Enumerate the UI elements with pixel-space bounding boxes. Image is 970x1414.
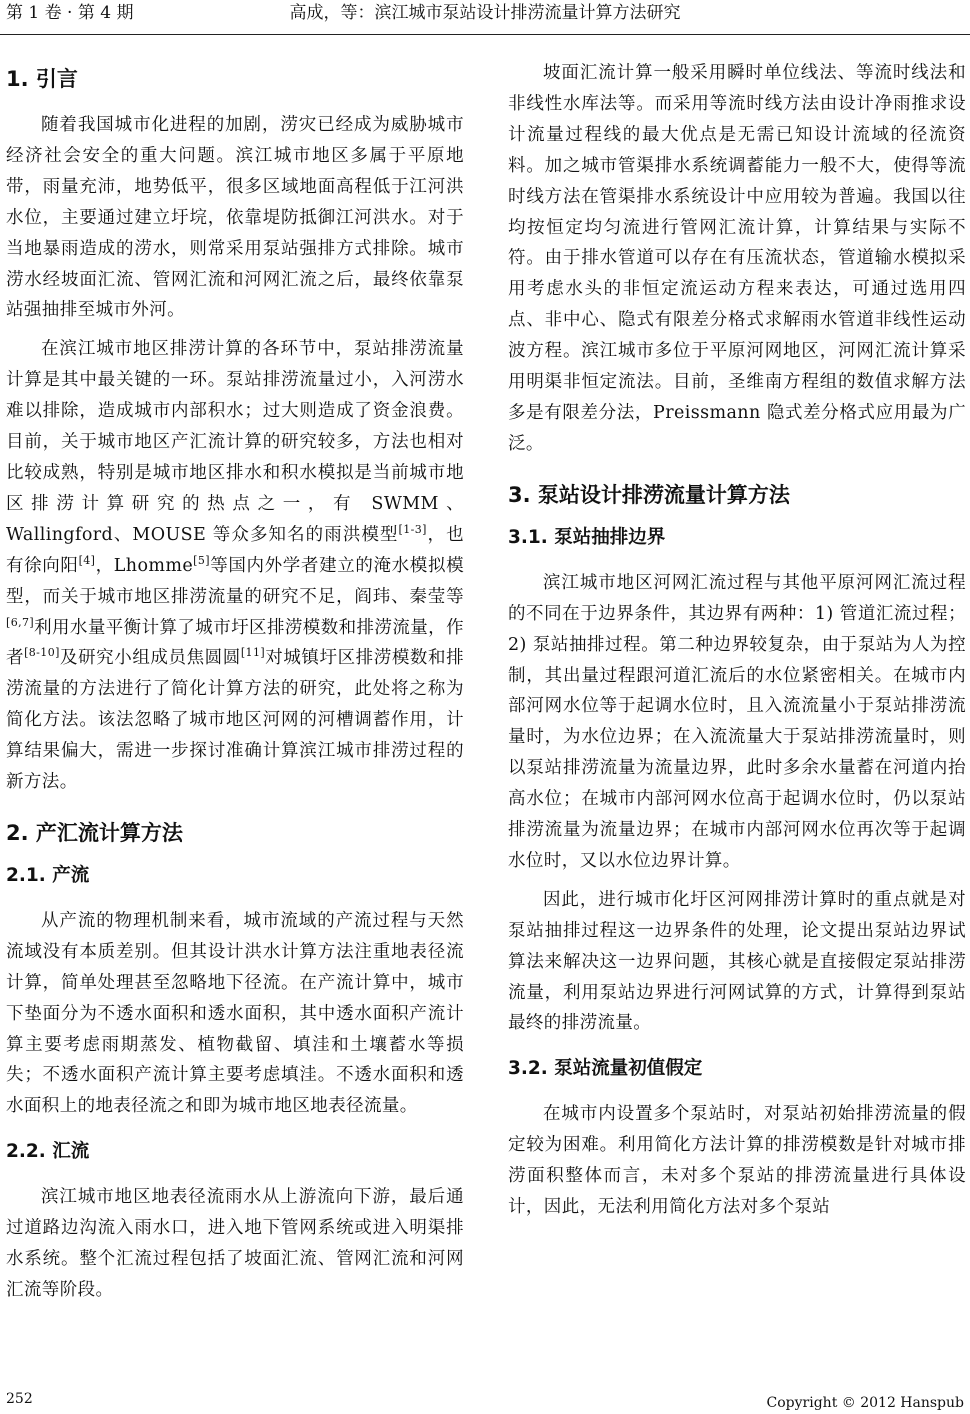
paragraph-text: ，也有徐向阳 [6, 524, 464, 576]
citation-ref[interactable]: [6,7] [6, 615, 35, 629]
paragraph-text: 等国内外学者建立的淹水模拟模型，而关于城市地区排涝流量的研究不足，阎玮、秦莹等 [6, 555, 464, 607]
running-title: 高成，等：滨江城市泵站设计排涝流量计算方法研究 [289, 3, 681, 23]
section-3-1-paragraph-2: 因此，进行城市化圩区河网排涝计算时的重点就是对泵站抽排过程这一边界条件的处理，论文提出泵站边界试算法来解决这一边界问题，其核心就是直接假定泵站排涝流量，利用泵站边界进行河网试算的方式，计算得到泵站最终的排涝流量。 [508, 889, 966, 1034]
page-number: 252 [6, 1391, 33, 1407]
section-3-2-paragraph-1: 在城市内设置多个泵站时，对泵站初始排涝流量的假定较为困难。利用简化方法计算的排涝模数是针对城市排涝面积整体而言，未对多个泵站的排涝流量进行具体设计，因此，无法利用简化方法对多个泵站 [508, 1104, 966, 1218]
paragraph-text: 在滨江城市地区排涝计算的各环节中，泵站排涝流量计算是其中最关键的一环。泵站排涝流量过小，入河涝水难以排除，造成城市内部积水；过大则造成了资金浪费。目前，关于城市地区产汇流计算的研究较多，方法也相对比较成熟，特别是城市地区排水和积水模拟是当前城市地区排涝计算研究的热点之一，有 SWMM、Wallingford、MOUSE 等众多知名的雨洪模型 [6, 339, 464, 545]
right-column-content [508, 58, 966, 1231]
section-3-1-paragraph-1: 滨江城市地区河网汇流过程与其他平原河网汇流过程的不同在于边界条件，其边界有两种：1) 管道汇流过程；2) 泵站抽排过程。第二种边界较复杂，由于泵站为人为控制，其出量过程跟河道汇流后的水位紧密相关。在城市内部河网水位等于起调水位时，且入流流量小于泵站排涝流量时，为水位边界；在入流流量大于泵站排涝流量时，则以泵站排涝流量为流量边界，此时多余水量蓄在河道内抬高水位；在城市内部河网水位高于起调水位时，仍以泵站排涝流量为流量边界；在城市内部河网水位再次等于起调水位时，又以水位边界计算。 [508, 572, 966, 871]
copyright-notice: Copyright © 2012 Hanspub [766, 1395, 964, 1411]
paragraph-text: 利用水量平衡计算了城市圩区排涝模数和排涝流量，作者 [6, 617, 464, 669]
left-column [6, 58, 464, 1314]
paragraph-text: 对城镇圩区排涝模数和排涝流量的方法进行了简化计算方法的研究，此处将之称为简化方法。该法忽略了城市地区河网的河槽调蓄作用，计算结果偏大，需进一步探讨准确计算滨江城市排涝过程的新方法。 [6, 648, 465, 793]
citation-ref[interactable]: [1-3] [398, 522, 427, 536]
paragraph-text: ，Lhomme [95, 555, 194, 576]
citation-ref[interactable]: [5] [193, 553, 210, 567]
paragraph-text: 及研究小组成员焦圆圆 [59, 648, 241, 669]
section-2-2-paragraph-1: 滨江城市地区地表径流雨水从上游流向下游，最后通过道路边沟流入雨水口，进入地下管网系统或进入明渠排水系统。整个汇流过程包括了坡面汇流、管网汇流和河网汇流等阶段。 [6, 1187, 464, 1300]
section-2-1-heading: 2.1. 产流 [6, 864, 90, 886]
section-3-2-heading: 3.2. 泵站流量初值假定 [508, 1058, 703, 1080]
citation-ref[interactable]: [11] [240, 646, 266, 660]
journal-volume-issue: 第 1 卷 · 第 4 期 [6, 3, 134, 23]
section-2-1-paragraph-1: 从产流的物理机制来看，城市流域的产流过程与天然流域没有本质差别。但其设计洪水计算方法注重地表径流计算，简单处理甚至忽略地下径流。在产流计算中，城市下垫面分为不透水面积和透水面积，其中透水面积产流计算主要考虑雨期蒸发、植物截留、填洼和土壤蓄水等损失；不透水面积产流计算主要考虑填洼。不透水面积和透水面积上的地表径流之和即为城市地区地表径流量。 [6, 910, 464, 1117]
section-1-paragraph-2 [6, 334, 464, 798]
section-3-heading: 3. 泵站设计排涝流量计算方法 [508, 482, 790, 507]
section-2-2-paragraph-2: 坡面汇流计算一般采用瞬时单位线法、等流时线法和非线性水库法等。而采用等流时线方法由设计净雨推求设计流量过程线的最大优点是无需已知设计流域的径流资料。加之城市管渠排水系统调蓄能力一般不大，使得等流时线方法在管渠排水系统设计中应用较为普遍。我国以往均按恒定均匀流进行管网汇流计算，计算结果与实际不符。由于排水管道可以存在有压流状态，管道输水模拟采用考虑水头的非恒定流运动方程来表达，可通过选用四点、非中心、隐式有限差分格式求解雨水管道非线性运动波方程。滨江城市多位于平原河网地区，河网汇流计算采用明渠非恒定流法。目前，圣维南方程组的数值求解方法多是有限差分法，Preissmann 隐式差分格式应用最为广泛。 [508, 63, 966, 454]
section-1-heading: 1. 引言 [6, 67, 78, 91]
section-2-2-heading: 2.2. 汇流 [6, 1141, 90, 1163]
citation-ref[interactable]: [8-10] [24, 646, 60, 660]
section-3-1-heading: 3.1. 泵站抽排边界 [508, 526, 666, 548]
citation-ref[interactable]: [4] [78, 553, 96, 567]
section-1-paragraph-1: 随着我国城市化进程的加剧，涝灾已经成为威胁城市经济社会安全的重大问题。滨江城市地区多属于平原地带，雨量充沛，地势低平，很多区域地面高程低于江河洪水位，主要通过建立圩垸，依靠堤防抵御江河洪水。对于当地暴雨造成的涝水，则常采用泵站强排方式排除。城市涝水经坡面汇流、管网汇流和河网汇流之后，最终依靠泵站强抽排至城市外河。 [6, 115, 464, 321]
section-2-heading: 2. 产汇流计算方法 [6, 820, 183, 845]
running-header [0, 0, 970, 35]
